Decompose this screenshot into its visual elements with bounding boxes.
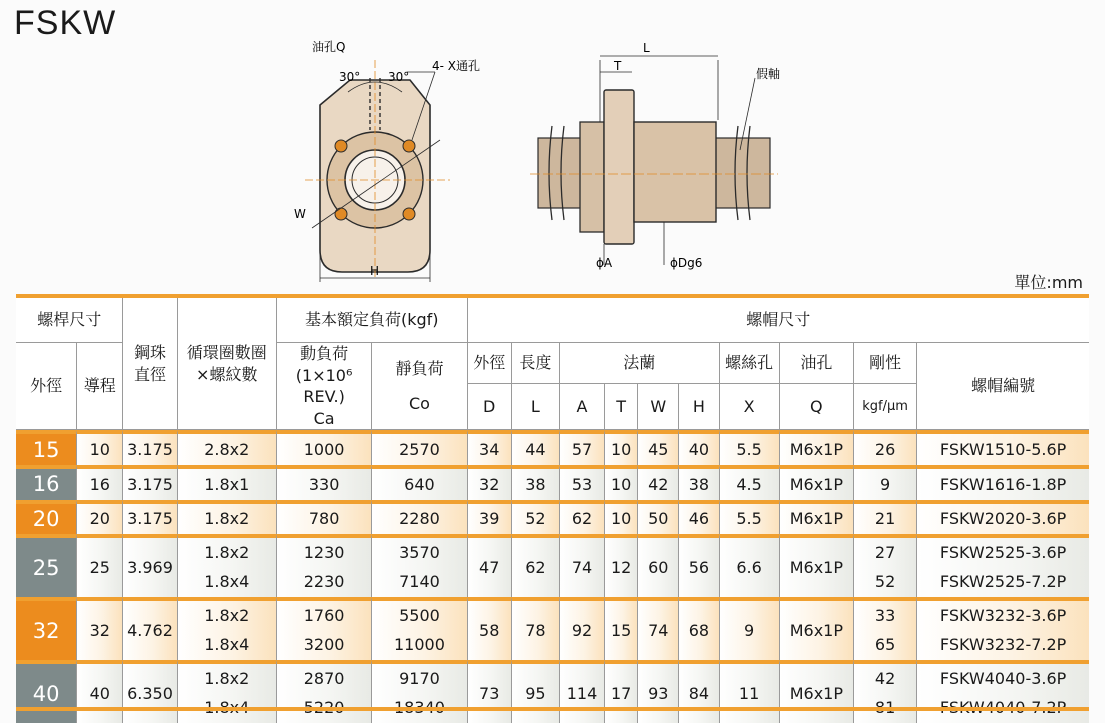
product-title: FSKW — [14, 4, 117, 42]
model-cell: FSKW2525-3.6P — [917, 534, 1089, 566]
d-cell: 32 — [468, 465, 512, 500]
a-cell: 53 — [560, 465, 605, 500]
technical-drawing — [290, 30, 790, 285]
co-cell: 2570 — [372, 430, 467, 465]
header-t: T — [605, 384, 638, 430]
l-label: L — [643, 41, 650, 55]
model-cell: FSKW1510-5.6P — [917, 430, 1089, 465]
d-cell: 34 — [468, 430, 512, 465]
t-cell: 10 — [605, 465, 638, 500]
ball-cell: 3.175 — [123, 430, 177, 465]
dummy-shaft-label: 假軸 — [756, 67, 781, 81]
model-cell: FSKW2525-7.2P — [917, 566, 1089, 598]
table-row — [16, 465, 1089, 500]
lead-cell: 40 — [77, 660, 123, 723]
h-label: H — [370, 264, 380, 278]
t-cell: 15 — [605, 597, 638, 660]
ca-cell: 330 — [277, 465, 372, 500]
header-l-label: 長度 — [512, 343, 560, 384]
table-row — [16, 500, 1089, 535]
lead-cell: 32 — [77, 597, 123, 660]
screw-size-cell: 20 — [16, 500, 77, 535]
screw-size-cell: 32 — [16, 597, 77, 660]
stiffness-cell: 65 — [854, 629, 917, 661]
ca-cell: 1230 — [277, 534, 372, 566]
stiffness-cell: 42 — [854, 660, 917, 692]
co-cell: 3570 — [372, 534, 467, 566]
a-cell: 57 — [560, 430, 605, 465]
header-screw-size: 螺桿尺寸 — [16, 298, 123, 343]
w-cell: 45 — [638, 430, 679, 465]
ca-cell: 2230 — [277, 566, 372, 598]
ball-cell: 3.175 — [123, 465, 177, 500]
lead-cell: 16 — [77, 465, 123, 500]
header-bolt-hole: 螺絲孔 — [720, 343, 780, 384]
stiffness-cell: 9 — [854, 465, 917, 500]
header-load-rating: 基本額定負荷(kgf) — [277, 298, 468, 343]
header-nut-size: 螺帽尺寸 — [468, 298, 1089, 343]
stiffness-cell: 26 — [854, 430, 917, 465]
d-cell: 58 — [468, 597, 512, 660]
nut-side-view — [530, 56, 781, 265]
circuits-cell: 1.8x2 — [178, 597, 277, 629]
x-cell: 5.5 — [720, 500, 780, 535]
circuits-cell: 1.8x2 — [178, 500, 277, 535]
d-cell: 73 — [468, 660, 512, 723]
w-cell: 50 — [638, 500, 679, 535]
model-cell: FSKW1616-1.8P — [917, 465, 1089, 500]
phi-a-label: ϕA — [596, 256, 613, 270]
lead-cell: 10 — [77, 430, 123, 465]
model-cell: FSKW3232-7.2P — [917, 629, 1089, 661]
model-cell: FSKW2020-3.6P — [917, 500, 1089, 535]
header-flange: 法蘭 — [560, 343, 720, 384]
h-cell: 46 — [679, 500, 719, 535]
x-cell: 11 — [720, 660, 780, 723]
ball-cell: 3.969 — [123, 534, 177, 597]
x-cell: 4.5 — [720, 465, 780, 500]
header-a: A — [560, 384, 605, 430]
stiffness-cell: 52 — [854, 566, 917, 598]
w-cell: 74 — [638, 597, 679, 660]
header-dynamic: 動負荷 (1×10⁶ REV.) Ca — [277, 343, 372, 430]
screw-size-cell: 40 — [16, 660, 77, 723]
screw-size-cell: 16 — [16, 465, 77, 500]
lead-cell: 25 — [77, 534, 123, 597]
l-cell: 44 — [512, 430, 560, 465]
w-label: W — [294, 207, 306, 221]
d-cell: 47 — [468, 534, 512, 597]
x-cell: 5.5 — [720, 430, 780, 465]
stiffness-cell: 21 — [854, 500, 917, 535]
a-cell: 62 — [560, 500, 605, 535]
w-cell: 42 — [638, 465, 679, 500]
x-cell: 6.6 — [720, 534, 780, 597]
header-static: 靜負荷 Co — [372, 343, 467, 430]
header-oil-hole: 油孔 — [780, 343, 854, 384]
lead-cell: 20 — [77, 500, 123, 535]
flange-front-view — [305, 60, 450, 282]
header-l: L — [512, 384, 560, 430]
a-cell: 92 — [560, 597, 605, 660]
t-cell: 17 — [605, 660, 638, 723]
oil-hole-label: 油孔Q — [312, 40, 346, 54]
circuits-cell: 1.8x2 — [178, 660, 277, 692]
q-cell: M6x1P — [780, 534, 854, 597]
angle-right-label: 30° — [388, 70, 410, 84]
stiffness-cell: 27 — [854, 534, 917, 566]
table-row — [16, 534, 1089, 566]
circuits-cell: 2.8x2 — [178, 430, 277, 465]
co-cell: 2280 — [372, 500, 467, 535]
l-cell: 52 — [512, 500, 560, 535]
q-cell: M6x1P — [780, 660, 854, 723]
bottom-rule — [16, 707, 1089, 711]
l-cell: 78 — [512, 597, 560, 660]
header-x: X — [720, 384, 780, 430]
phi-dg6-label: ϕDg6 — [670, 256, 703, 270]
angle-left-label: 30° — [339, 70, 361, 84]
circuits-cell: 1.8x1 — [178, 465, 277, 500]
header-circuits: 循環圈數圈×螺紋數 — [178, 298, 277, 430]
circuits-cell: 1.8x4 — [178, 629, 277, 661]
a-cell: 114 — [560, 660, 605, 723]
co-cell: 7140 — [372, 566, 467, 598]
co-cell: 5500 — [372, 597, 467, 629]
circuits-cell: 1.8x2 — [178, 534, 277, 566]
q-cell: M6x1P — [780, 597, 854, 660]
screw-size-cell: 25 — [16, 534, 77, 597]
co-cell: 9170 — [372, 660, 467, 692]
co-cell: 11000 — [372, 629, 467, 661]
circuits-cell: 1.8x4 — [178, 566, 277, 598]
header-w: W — [638, 384, 679, 430]
table-row — [16, 597, 1089, 629]
header-d-label: 外徑 — [468, 343, 512, 384]
header-stiffness: 剛性 — [854, 343, 917, 384]
d-cell: 39 — [468, 500, 512, 535]
ca-cell: 2870 — [277, 660, 372, 692]
ball-cell: 3.175 — [123, 500, 177, 535]
t-label: T — [614, 59, 622, 73]
spec-table — [16, 298, 1089, 708]
header-ball-dia: 鋼珠直徑 — [123, 298, 177, 430]
through-holes-label: 4- X通孔 — [432, 59, 481, 73]
q-cell: M6x1P — [780, 430, 854, 465]
t-cell: 12 — [605, 534, 638, 597]
table-row — [16, 660, 1089, 692]
h-cell: 68 — [679, 597, 719, 660]
model-cell: FSKW3232-3.6P — [917, 597, 1089, 629]
x-cell: 9 — [720, 597, 780, 660]
h-cell: 56 — [679, 534, 719, 597]
ball-cell: 6.350 — [123, 660, 177, 723]
header-lead: 導程 — [77, 343, 123, 430]
l-cell: 95 — [512, 660, 560, 723]
header-stiffness-unit: kgf/μm — [854, 384, 917, 430]
h-cell: 38 — [679, 465, 719, 500]
ca-cell: 1760 — [277, 597, 372, 629]
ca-cell: 1000 — [277, 430, 372, 465]
screw-size-cell: 15 — [16, 430, 77, 465]
table-row — [16, 430, 1089, 465]
t-cell: 10 — [605, 500, 638, 535]
ca-cell: 3200 — [277, 629, 372, 661]
header-h: H — [679, 384, 719, 430]
t-cell: 10 — [605, 430, 638, 465]
co-cell: 640 — [372, 465, 467, 500]
w-cell: 60 — [638, 534, 679, 597]
h-cell: 40 — [679, 430, 719, 465]
header-q: Q — [780, 384, 854, 430]
a-cell: 74 — [560, 534, 605, 597]
model-cell: FSKW4040-3.6P — [917, 660, 1089, 692]
ca-cell: 780 — [277, 500, 372, 535]
ball-cell: 4.762 — [123, 597, 177, 660]
q-cell: M6x1P — [780, 500, 854, 535]
stiffness-cell: 33 — [854, 597, 917, 629]
unit-label: 單位:mm — [1014, 273, 1083, 292]
l-cell: 62 — [512, 534, 560, 597]
l-cell: 38 — [512, 465, 560, 500]
h-cell: 84 — [679, 660, 719, 723]
w-cell: 93 — [638, 660, 679, 723]
header-d: D — [468, 384, 512, 430]
header-outer-dia: 外徑 — [16, 343, 77, 430]
q-cell: M6x1P — [780, 465, 854, 500]
header-nut-no: 螺帽編號 — [917, 343, 1089, 430]
